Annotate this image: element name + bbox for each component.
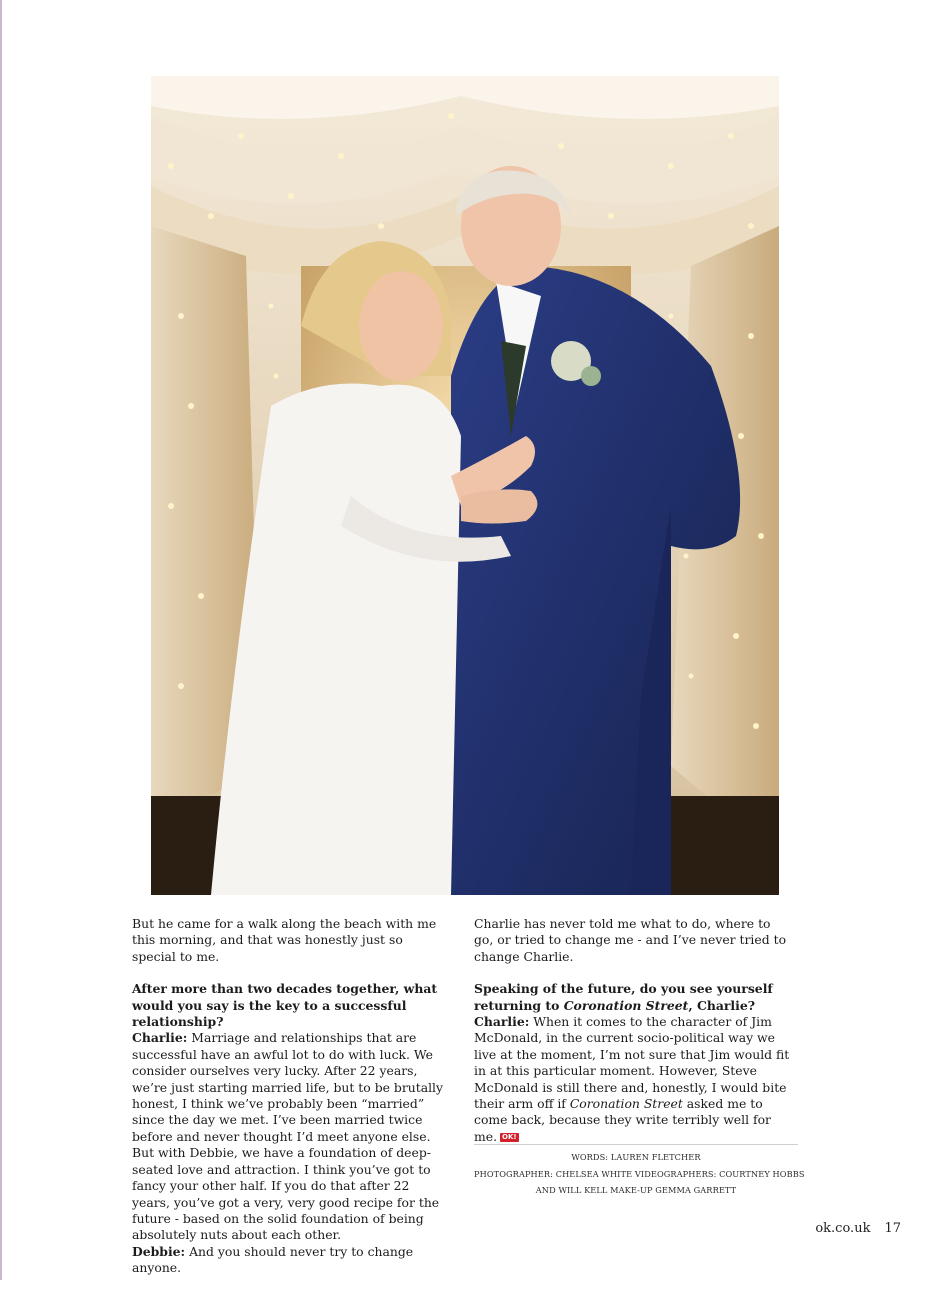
article-column-left bbox=[132, 916, 450, 1293]
page-number: 17 bbox=[884, 1221, 901, 1236]
page-edge bbox=[0, 0, 2, 1280]
photo-credits bbox=[474, 1144, 805, 1199]
speaker-label: Debbie: bbox=[132, 1243, 186, 1259]
page-footer bbox=[815, 1221, 901, 1236]
credit-line: AND WILL KELL MAKE-UP GEMMA GARRETT bbox=[535, 1185, 737, 1196]
paragraph: Charlie has never told me what to do, where to go, or tried to change me - and I’ve never tried to change Charlie. bbox=[474, 916, 787, 964]
wedding-couple-photo bbox=[151, 76, 779, 895]
credit-line: WORDS: LAUREN FLETCHER bbox=[571, 1152, 701, 1162]
paragraph: But he came for a walk along the beach with me this morning, and that was honestly just so special to me. bbox=[132, 916, 437, 964]
answer-text: When it comes to the character of Jim McDonald, in the current socio-political way we live at the moment, I’m not sure that Jim would fit in at this particular moment. However, Steve McDonald is still there and, honestly, I would bite their arm off if bbox=[474, 1014, 790, 1112]
credit-line: PHOTOGRAPHER: CHELSEA WHITE VIDEOGRAPHERS: COURTNEY HOBBS bbox=[474, 1168, 805, 1179]
speaker-label: Charlie: bbox=[132, 1030, 188, 1046]
qa-block bbox=[132, 981, 450, 1276]
ok-end-logo-icon: OK! bbox=[502, 1132, 517, 1141]
answer-text: asked me to come back, because they write terribly well for me. bbox=[474, 1096, 771, 1144]
interview-question: After more than two decades together, what would you say is the key to a successful relationship? bbox=[132, 981, 438, 1030]
speaker-label: Charlie: bbox=[474, 1014, 530, 1030]
article-column-right bbox=[474, 916, 792, 1161]
site-url: ok.co.uk bbox=[815, 1221, 871, 1236]
answer-text: Marriage and relationships that are successful have an awful lot to do with luck. We consider ourselves very lucky. After 22 years, we’re just starting married life, but to be brutally honest, I think we’ve probably been “married” since the day we met. I’ve been married twice before and never thought I’d meet anyone else. But with Debbie, we have a foundation of deep-seated love and attraction. I think you’ve got to fancy your other half. If you do that after 22 years, you’ve got a very, very good recipe for the future - based on the solid foundation of being absolutely nuts about each other. bbox=[132, 1030, 444, 1243]
answer-text: And you should never try to change anyone. bbox=[132, 1243, 414, 1276]
qa-block bbox=[474, 981, 792, 1145]
show-title: Coronation Street bbox=[569, 1096, 683, 1112]
interview-question: Speaking of the future, do you see yourself returning to Coronation Street, Charlie? bbox=[474, 981, 773, 1013]
